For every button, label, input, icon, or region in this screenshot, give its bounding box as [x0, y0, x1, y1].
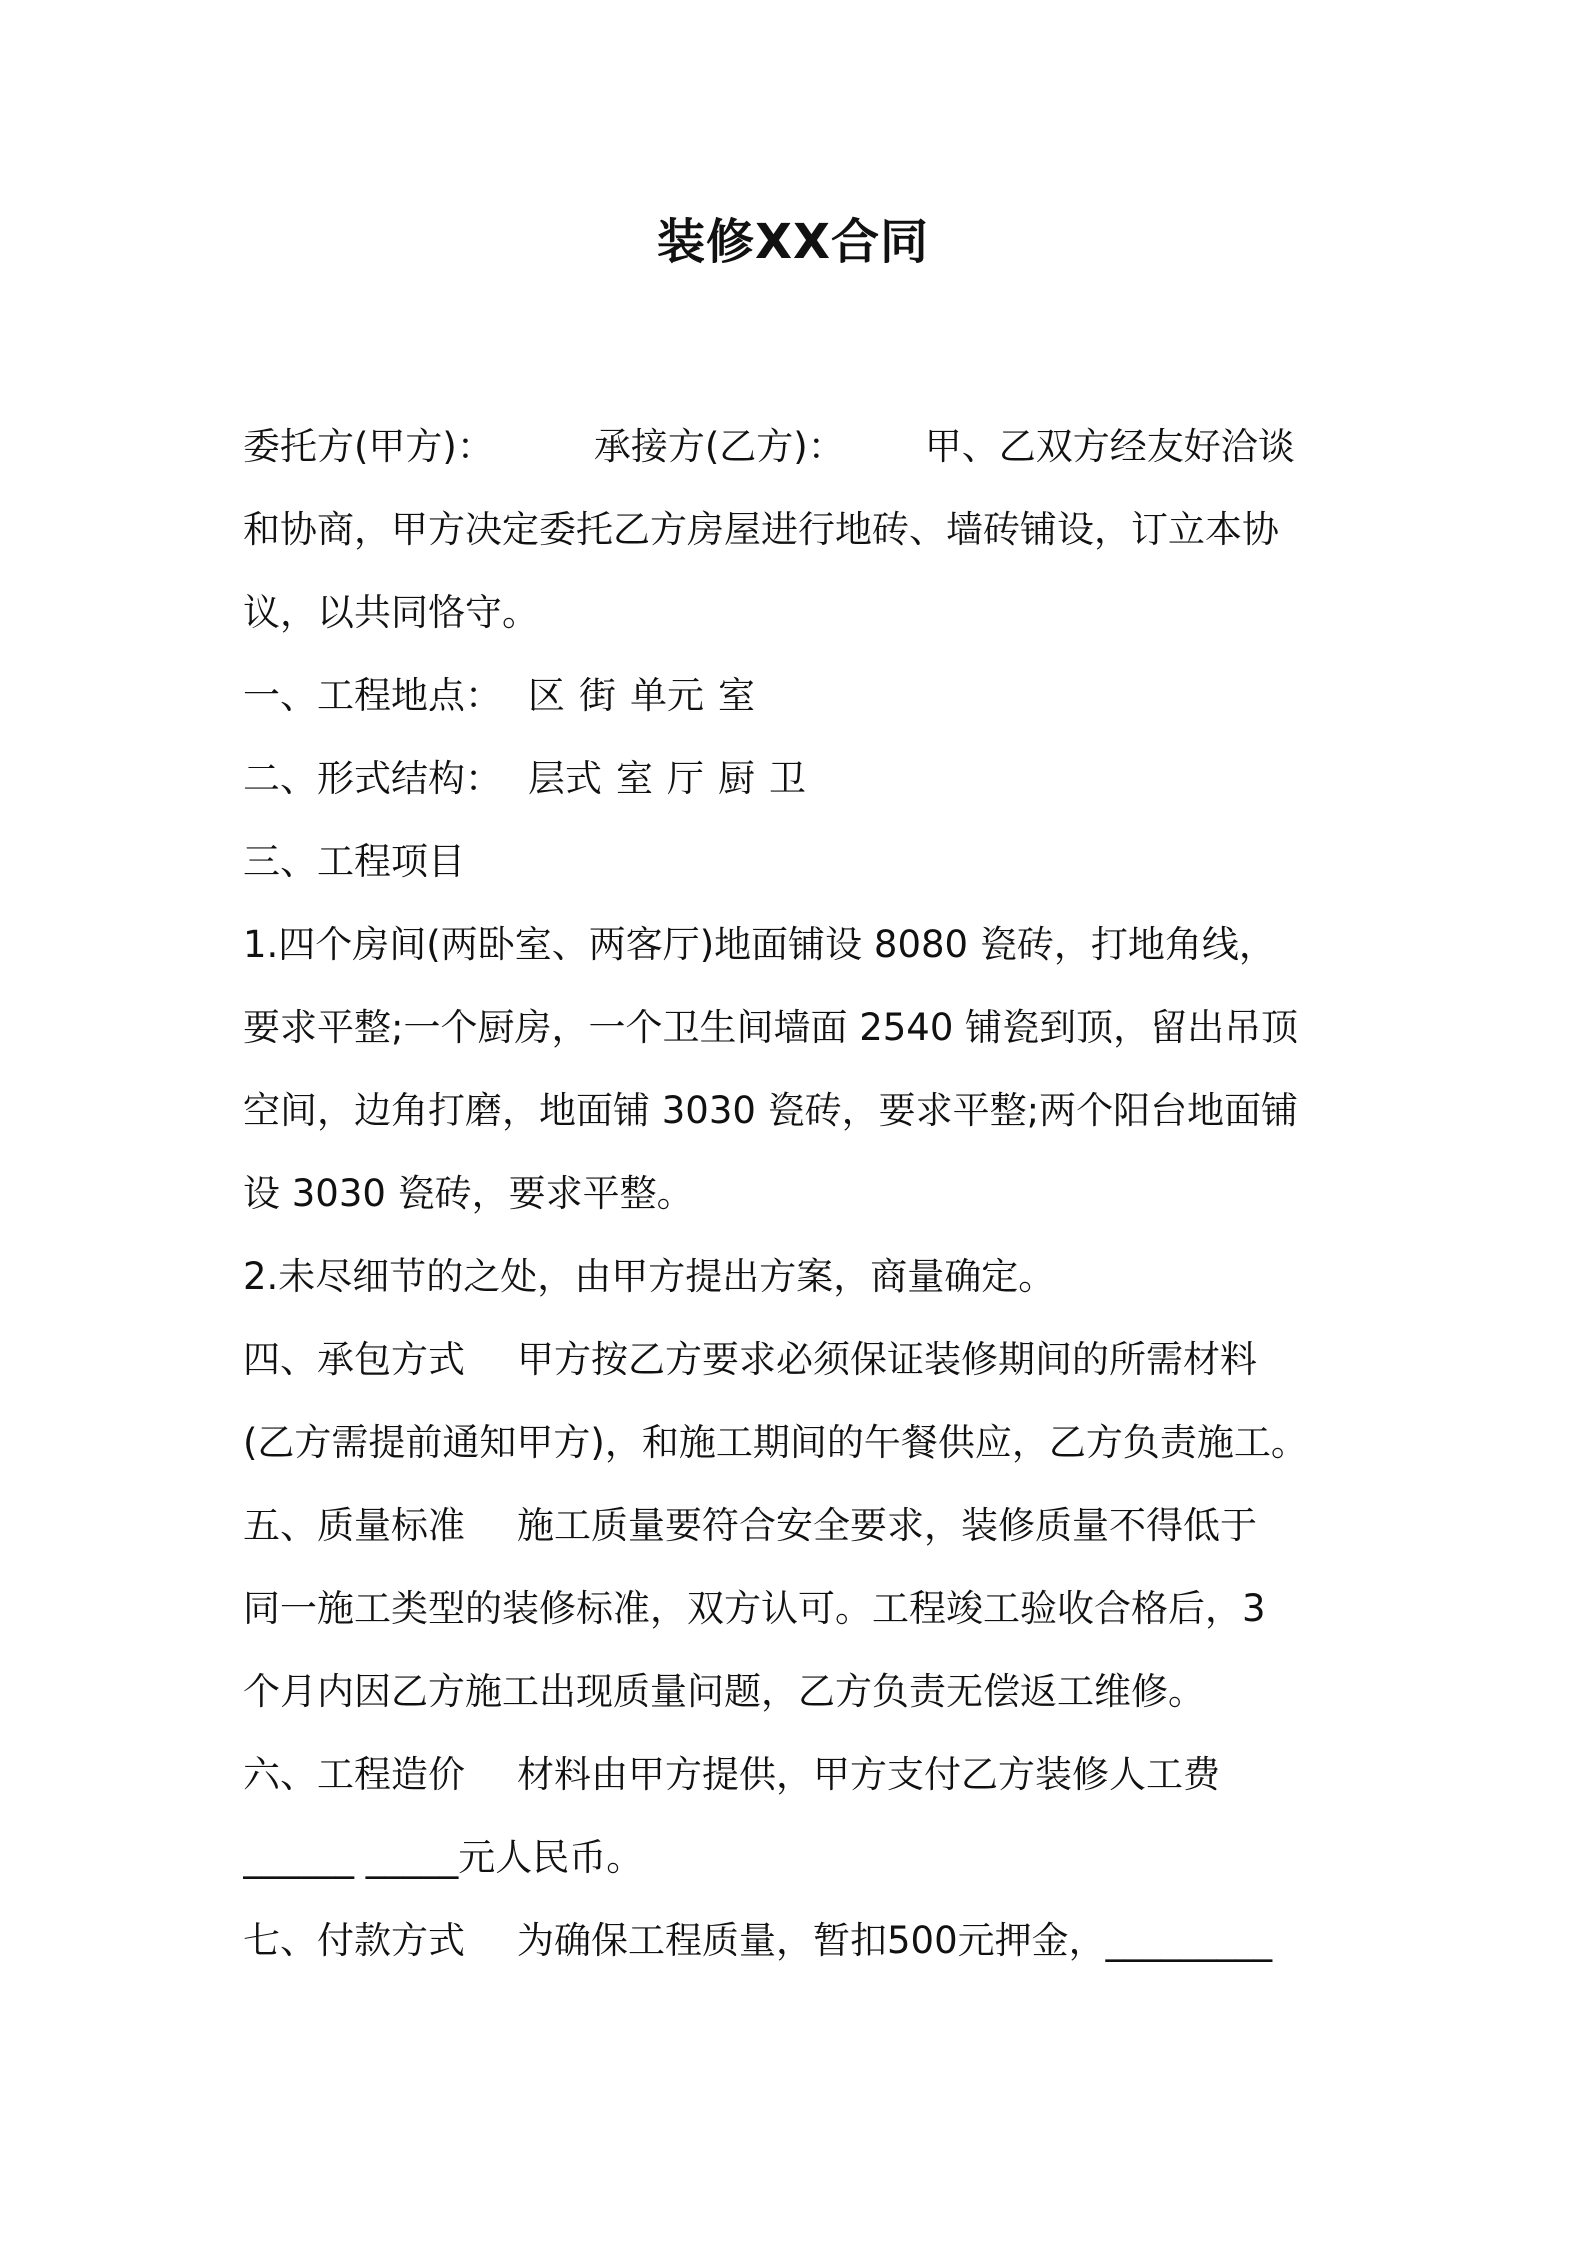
structure-halls: 厅 [667, 757, 704, 800]
payment-text: 为确保工程质量，暂扣500元押金，_________ [517, 1919, 1273, 1962]
item1-line-1: 1.四个房间(两卧室、两客厅)地面铺设 8080 瓷砖，打地角线， [243, 923, 1276, 966]
cost-text: 材料由甲方提供，甲方支付乙方装修人工费 [517, 1753, 1220, 1796]
contracting-text: 甲方按乙方要求必须保证装修期间的所需材料 [517, 1338, 1257, 1381]
section-cost [243, 1733, 1353, 1816]
contracting-line-2: (乙方需提前通知甲方)，和施工期间的午餐供应，乙方负责施工。 [243, 1421, 1308, 1464]
section-heading: 六、工程造价 [243, 1753, 465, 1796]
quality-line-3: 个月内因乙方施工出现质量问题，乙方负责无偿返工维修。 [243, 1670, 1205, 1713]
location-district: 区 [528, 674, 565, 717]
section-structure [243, 737, 1353, 820]
client-label: 委托方(甲方)： [243, 425, 494, 468]
location-street: 街 [579, 674, 616, 717]
page-title: 装修XX合同 [656, 214, 930, 270]
section-quality [243, 1484, 1353, 1567]
cost-unit: 元人民币。 [458, 1836, 644, 1879]
section-items-heading: 三、工程项目 [243, 840, 465, 883]
item1-line-2: 要求平整;一个厨房，一个卫生间墙面 2540 铺瓷到顶，留出吊顶 [243, 1006, 1299, 1049]
structure-kitchens: 厨 [718, 757, 755, 800]
fill-in-blank: ______ [243, 1836, 354, 1879]
fill-in-blank: _____ [365, 1836, 459, 1879]
section-heading: 四、承包方式 [243, 1338, 465, 1381]
preamble-text: 甲、乙双方经友好洽谈 [924, 425, 1295, 468]
item1-line-3: 空间，边角打磨，地面铺 3030 瓷砖，要求平整;两个阳台地面铺 [243, 1089, 1299, 1132]
item2-line: 2.未尽细节的之处，由甲方提出方案，商量确定。 [243, 1255, 1056, 1298]
contractor-label: 承接方(乙方)： [593, 425, 845, 468]
section-location [243, 654, 1353, 737]
section-heading: 一、工程地点： [243, 674, 502, 717]
section-heading: 二、形式结构： [243, 757, 502, 800]
preamble-line-1 [243, 405, 1353, 488]
structure-bathrooms: 卫 [769, 757, 806, 800]
quality-text: 施工质量要符合安全要求，装修质量不得低于 [517, 1504, 1257, 1547]
section-heading: 五、质量标准 [243, 1504, 465, 1547]
section-payment [243, 1899, 1353, 1982]
contract-body [243, 405, 1353, 1982]
structure-floors: 层式 [528, 757, 602, 800]
preamble-line-2: 和协商，甲方决定委托乙方房屋进行地砖、墙砖铺设，订立本协 [243, 508, 1279, 551]
structure-rooms: 室 [616, 757, 653, 800]
section-contracting [243, 1318, 1353, 1401]
location-room: 室 [718, 674, 755, 717]
item1-line-4: 设 3030 瓷砖，要求平整。 [243, 1172, 694, 1215]
cost-line-2 [243, 1816, 1353, 1899]
quality-line-2: 同一施工类型的装修标准，双方认可。工程竣工验收合格后，3 [243, 1587, 1266, 1630]
preamble-line-3: 议，以共同恪守。 [243, 591, 539, 634]
location-unit: 单元 [630, 674, 704, 717]
section-heading: 七、付款方式 [243, 1919, 465, 1962]
